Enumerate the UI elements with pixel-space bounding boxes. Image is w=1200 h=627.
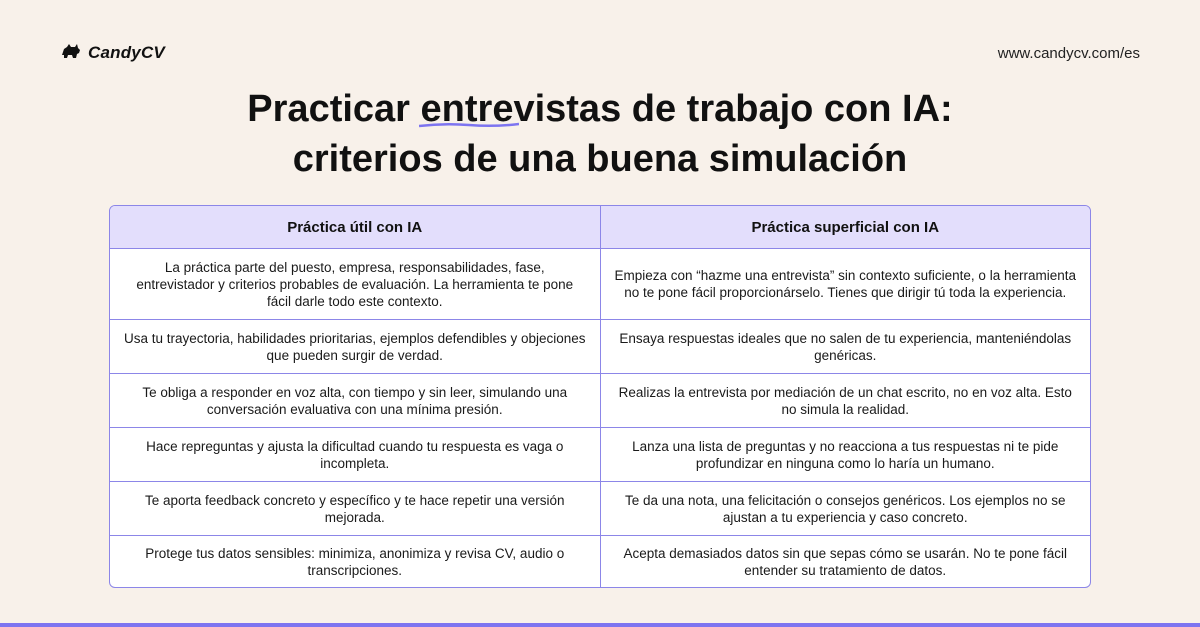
table-row	[110, 428, 1090, 482]
cell-superficial: Realizas la entrevista por mediación de un chat escrito, no en voz alta. Esto no simula la realidad.	[600, 374, 1090, 428]
cell-useful: Te aporta feedback concreto y específico y te hace repetir una versión mejorada.	[110, 482, 600, 536]
title-part1: Practicar	[247, 88, 421, 130]
table-row	[110, 482, 1090, 536]
cell-useful: Te obliga a responder en voz alta, con tiempo y sin leer, simulando una conversación evaluativa con una mínima presión.	[110, 374, 600, 428]
comparison-table	[109, 205, 1091, 588]
cell-superficial: Ensaya respuestas ideales que no salen de tu experiencia, manteniéndolas genéricas.	[600, 320, 1090, 374]
cell-superficial: Lanza una lista de preguntas y no reacciona a tus respuestas ni te pide profundizar en ninguna como lo haría un humano.	[600, 428, 1090, 482]
page-title	[0, 84, 1200, 184]
highlight-underline	[419, 120, 519, 130]
animal-logo-icon	[60, 41, 82, 66]
bottom-accent-bar	[0, 623, 1200, 627]
brand-logo[interactable]	[60, 41, 165, 66]
header-useful: Práctica útil con IA	[110, 206, 600, 249]
table-header-row	[110, 206, 1090, 249]
cell-useful: Hace repreguntas y ajusta la dificultad cuando tu respuesta es vaga o incompleta.	[110, 428, 600, 482]
title-part2: :	[940, 88, 953, 130]
cell-useful: Usa tu trayectoria, habilidades prioritarias, ejemplos defendibles y objeciones que pueden surgir de verdad.	[110, 320, 600, 374]
title-highlight: entrevistas de trabajo con IA	[420, 88, 941, 130]
site-url[interactable]: www.candycv.com/es	[997, 44, 1140, 62]
cell-superficial: Acepta demasiados datos sin que sepas cómo se usarán. No te pone fácil entender su tratamiento de datos.	[623, 546, 1068, 579]
table-row	[110, 249, 1090, 320]
header-superficial: Práctica superficial con IA	[600, 206, 1090, 249]
cell-useful: Protege tus datos sensibles: minimiza, anonimiza y revisa CV, audio o transcripciones.	[110, 536, 600, 589]
table-row	[110, 320, 1090, 374]
cell-superficial: Empieza con “hazme una entrevista” sin contexto suficiente, o la herramienta no te pone fácil proporcionárselo. Tienes que dirigir tú toda la experiencia.	[600, 249, 1090, 320]
brand-name: CandyCV	[88, 43, 165, 62]
table-row	[110, 536, 1090, 589]
title-line2: criterios de una buena simulación	[292, 138, 908, 180]
cell-superficial: Te da una nota, una felicitación o consejos genéricos. Los ejemplos no se ajustan a tu experiencia y caso concreto.	[600, 482, 1090, 536]
header	[60, 38, 1140, 68]
table-row	[110, 374, 1090, 428]
cell-useful: La práctica parte del puesto, empresa, responsabilidades, fase, entrevistador y criterios probables de evaluación. La herramienta te pone fácil darle todo este contexto.	[110, 249, 600, 320]
